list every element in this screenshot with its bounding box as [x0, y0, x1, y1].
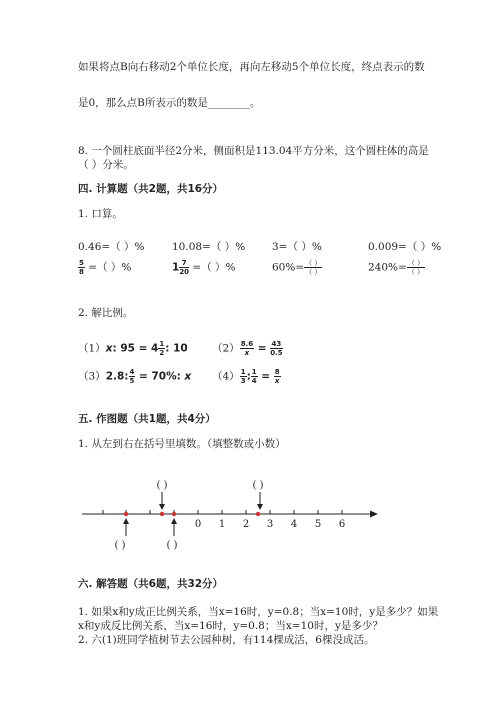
- q8-line2: （ ）分米。: [78, 159, 134, 171]
- tick-label: 3: [266, 519, 274, 530]
- q7-line1: 如果将点B向右移动2个单位长度，再向左移动5个单位长度，终点表示的数: [78, 61, 425, 73]
- s5-q1: 1. 从左到右在括号里填数。（填整数或小数）: [78, 438, 286, 450]
- arrow-down-head: [257, 504, 263, 510]
- fraction: $\frac{8.6}{x}$: [240, 340, 254, 357]
- section6-title: 六. 解答题（共6题，共32分）: [78, 578, 224, 590]
- fraction: $\frac{4}{5}$: [129, 368, 135, 385]
- calc-r2-c3: 60%= $\frac{( )}{( )}$: [272, 259, 322, 276]
- number-line-ticks: [103, 510, 342, 514]
- section4-title: 四. 计算题（共2题，共16分）: [78, 183, 224, 195]
- fraction: $\frac{( )}{( )}$: [305, 259, 322, 276]
- calc-r1-c1: 0.46=（ ）%: [78, 241, 145, 253]
- s6-q1-line1: 1. 如果x和y成正比例关系，当x=16时，y=0.8；当x=10时，y是多少？如果: [78, 606, 439, 618]
- point-marker: [172, 512, 176, 516]
- s4-q1-title: 1. 口算。: [78, 208, 123, 220]
- number-line: [0, 470, 500, 560]
- proportion-1: （1）x: 95 = 4 $\frac{1}{2}$ : 10: [78, 340, 188, 357]
- point-marker: [256, 512, 260, 516]
- fraction: $\frac{8}{x}$: [274, 368, 280, 385]
- point-marker: [124, 512, 128, 516]
- arrow-up-head: [123, 518, 129, 524]
- point-marker: [160, 512, 164, 516]
- answer-blank[interactable]: ( ): [252, 480, 264, 491]
- answer-blank[interactable]: ( ): [114, 540, 126, 551]
- answer-blank[interactable]: ( ): [166, 540, 178, 551]
- proportion-3: （3）2.8: $\frac{4}{5}$ = 70%: x: [78, 368, 192, 385]
- s6-q1-line2: x和y成反比例关系，当x=16时，y=0.8；当x=10时，y是多少？: [78, 620, 383, 632]
- q7-line2: 是0，那么点B所表示的数是________。: [78, 97, 261, 109]
- tick-label: 1: [218, 519, 226, 530]
- fraction: $\frac{7}{20}$: [179, 259, 190, 276]
- proportion-2: （2） $\frac{8.6}{x}$ = $\frac{43}{0.5}$: [212, 340, 283, 357]
- calc-r2-c1: $\frac{5}{8}$ =（ ）%: [79, 259, 132, 276]
- fraction: $\frac{( )}{( )}$: [407, 259, 425, 276]
- s6-q2: 2. 六(1)班同学植树节去公园种树，有114棵成活，6棵没成活。: [78, 634, 375, 646]
- tick-label: 5: [314, 519, 322, 530]
- q8-line1: 8. 一个圆柱底面半径2分米，侧面积是113.04平方分米，这个圆柱体的高是: [78, 145, 429, 157]
- calc-r2-c4: 240%= $\frac{( )}{( )}$: [368, 259, 425, 276]
- arrow-down-head: [159, 504, 165, 510]
- answer-blank[interactable]: ( ): [156, 480, 168, 491]
- calc-r1-c2: 10.08=（ ）%: [172, 241, 246, 253]
- fraction: $\frac{1}{2}$: [159, 340, 165, 357]
- fraction: $\frac{1}{4}$: [251, 368, 257, 385]
- section5-title: 五. 作图题（共1题，共4分）: [78, 413, 216, 425]
- tick-label: 0: [194, 519, 202, 530]
- number-line-arrowhead: [370, 511, 378, 518]
- calc-r1-c3: 3=（ ）%: [272, 241, 322, 253]
- arrow-up-head: [171, 518, 177, 524]
- tick-label: 6: [338, 519, 346, 530]
- tick-label: 4: [290, 519, 298, 530]
- fraction: $\frac{1}{3}$: [240, 368, 246, 385]
- s4-q2-title: 2. 解比例。: [78, 307, 134, 319]
- calc-r2-c2: 1 $\frac{7}{20}$ =（ ）%: [172, 259, 236, 276]
- tick-label: 2: [242, 519, 250, 530]
- fraction: $\frac{43}{0.5}$: [270, 340, 283, 357]
- calc-r1-c4: 0.009=（ ）%: [368, 241, 442, 253]
- fraction: $\frac{5}{8}$: [79, 259, 84, 276]
- proportion-4: （4） $\frac{1}{3}$ : $\frac{1}{4}$ = $\frac{8}{x}$: [212, 368, 280, 385]
